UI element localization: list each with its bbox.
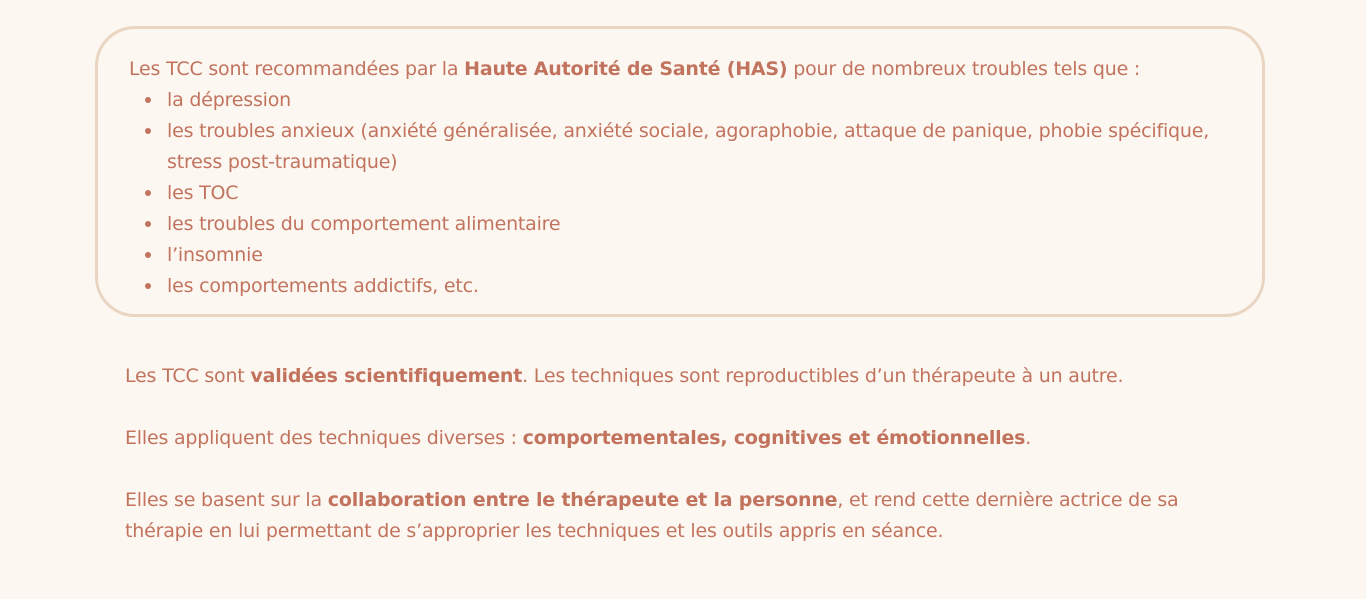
paragraph-after: , et rend cette dernière actrice de sa thérapie en lui permettant de s’approprier les techniques et les outils appris en séance. xyxy=(125,489,1179,542)
paragraph-before: Elles appliquent des techniques diverses : xyxy=(125,427,523,449)
bullet-icon xyxy=(145,283,151,289)
list-item-text: les TOC xyxy=(167,182,239,204)
bullet-icon xyxy=(145,252,151,258)
paragraph-before: Elles se basent sur la xyxy=(125,489,328,511)
recommendations-box xyxy=(95,26,1265,317)
list-item-text: la dépression xyxy=(167,89,291,111)
list-item xyxy=(129,178,1254,209)
list-item-text: l’insomnie xyxy=(167,244,263,266)
box-intro-text xyxy=(129,54,1140,85)
paragraph-bold: validées scientifiquement xyxy=(250,365,523,387)
paragraph-before: Les TCC sont xyxy=(125,365,251,387)
paragraph-bold: comportementales, cognitives et émotionnelles xyxy=(522,427,1026,449)
bullet-icon xyxy=(145,221,151,227)
box-intro-bold: Haute Autorité de Santé (HAS) xyxy=(464,58,788,80)
bullet-icon xyxy=(145,128,151,134)
paragraph-bold: collaboration entre le thérapeute et la personne xyxy=(327,489,838,511)
list-item xyxy=(129,85,1254,116)
bullet-icon xyxy=(145,190,151,196)
list-item-text: les comportements addictifs, etc. xyxy=(167,275,479,297)
list-item-text: les troubles du comportement alimentaire xyxy=(167,213,561,235)
paragraph-validated xyxy=(125,361,1245,392)
disorders-list xyxy=(129,85,1254,302)
box-intro-before: Les TCC sont recommandées par la xyxy=(129,58,465,80)
box-intro-after: pour de nombreux troubles tels que : xyxy=(787,58,1141,80)
list-item xyxy=(129,116,1254,178)
paragraph-collaboration xyxy=(125,485,1245,547)
list-item xyxy=(129,271,1254,302)
list-item-text: les troubles anxieux (anxiété généralisée, anxiété sociale, agoraphobie, attaque de panique, phobie spécifique, stress post-traumatique) xyxy=(167,120,1210,173)
list-item xyxy=(129,209,1254,240)
list-item xyxy=(129,240,1254,271)
bullet-icon xyxy=(145,97,151,103)
paragraph-after: . xyxy=(1025,427,1032,449)
paragraph-techniques xyxy=(125,423,1245,454)
paragraph-after: . Les techniques sont reproductibles d’un thérapeute à un autre. xyxy=(522,365,1124,387)
